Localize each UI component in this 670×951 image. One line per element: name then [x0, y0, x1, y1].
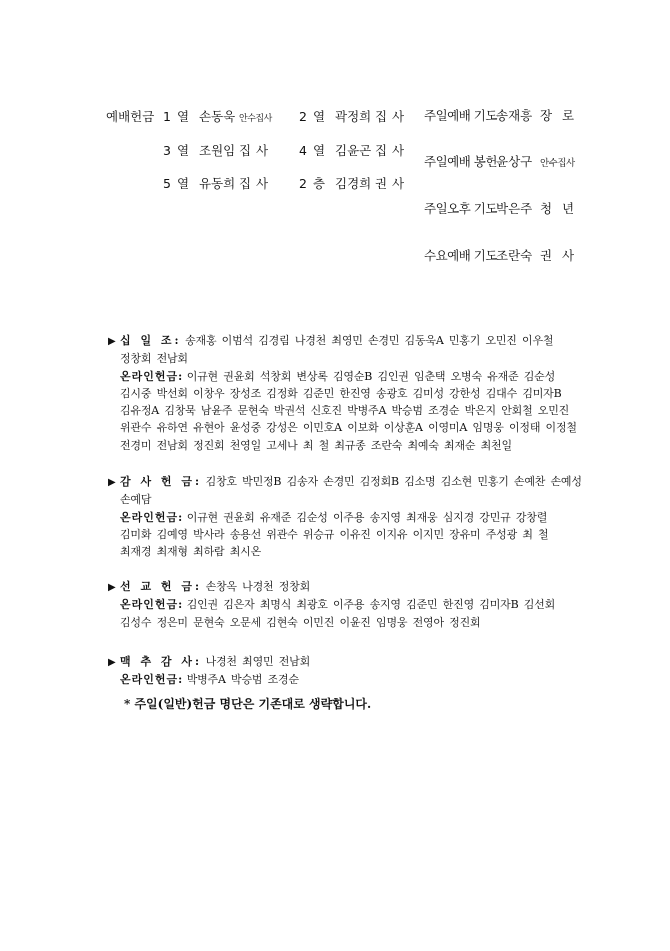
usher-name: 곽정희 [335, 109, 372, 124]
usher-num: 2 [299, 109, 307, 124]
usher-unit: 층 [313, 176, 326, 191]
offering-ushers-label: 예배헌금 [106, 109, 155, 124]
duty-person: 송재흥 [496, 108, 533, 123]
usher-row-2 [163, 141, 425, 159]
online-donor-names: 이규현 권윤회 유재준 김순성 이주용 송지영 최재웅 심지경 강민규 강창렬 [186, 510, 548, 524]
duty-row [424, 246, 574, 264]
online-donor-names: 위관수 유하연 유현아 윤성중 강성은 이민호A 이보화 이상훈A 이영미A 임명웅 이정태 이정철 [120, 421, 577, 435]
duty-person: 조란숙 [496, 248, 533, 263]
usher-unit: 열 [313, 109, 326, 124]
donor-names: 정창회 전남회 [120, 352, 188, 366]
duty-role: 주일예배 기도 [424, 108, 497, 123]
online-donor-names: 최재경 최재형 최하람 최시온 [120, 545, 262, 559]
usher-name: 김윤곤 [335, 143, 372, 158]
duty-person: 윤상구 [496, 154, 533, 169]
section-thanksgiving [108, 473, 582, 560]
usher-num: 5 [163, 176, 171, 191]
donor-names: 손창옥 나경천 정창회 [205, 580, 310, 593]
usher-name: 손동욱 [199, 109, 236, 124]
donor-names: 손예담 [120, 493, 152, 507]
usher-row-3 [163, 174, 425, 192]
online-donor-names: 김성수 정은미 문현숙 오문세 김현숙 이민진 이윤진 임명웅 전영아 정진회 [120, 615, 481, 629]
online-donor-names: 김시중 박선회 이창우 장성조 김정화 김준민 한진영 송광호 김미성 강한성 김대수 김미자B [120, 386, 562, 400]
online-offering-label: 온라인헌금: [120, 510, 184, 524]
usher-title: 집 사 [239, 143, 269, 158]
duty-person: 박은주 [496, 201, 533, 216]
usher-title: 안수집사 [239, 114, 272, 124]
section-harvest-thanksgiving [108, 653, 568, 689]
donor-names: 나경천 최영민 전남회 [205, 655, 310, 668]
usher-row-1 [163, 107, 425, 125]
usher-num: 3 [163, 143, 171, 158]
online-offering-label: 온라인헌금: [120, 598, 184, 612]
usher-title: 집 사 [239, 176, 269, 191]
online-donor-names: 전경미 전남회 정진회 천영일 고세나 최 철 최규종 조란숙 최예숙 최재순 최천일 [120, 438, 512, 452]
duty-role: 수요예배 기도 [424, 248, 497, 263]
online-donor-names: 김미화 김예영 박사라 송용선 위관수 위승규 이유진 이지유 이지민 장유미 주성광 최 철 [120, 527, 549, 541]
duty-row [424, 106, 574, 124]
online-donor-names: 김인권 김은자 최명식 최광호 이주용 송지영 김준민 한진영 김미자B 김선회 [186, 598, 556, 612]
donor-names: 김창호 박민정B 김송자 손경민 김정회B 김소명 김소현 민홍기 손예찬 손예성 [205, 475, 582, 488]
duty-title: 장 로 [540, 108, 575, 123]
donor-names: 송재홍 이범석 김경림 나경천 최영민 손경민 김동욱A 민홍기 오민진 이우철 [185, 334, 554, 347]
usher-name: 김경희 [335, 176, 372, 191]
section-category: 선 교 헌 금: [120, 580, 203, 593]
usher-unit: 열 [177, 143, 190, 158]
section-category: 감 사 헌 금: [120, 475, 203, 488]
section-category: 맥 추 감 사: [120, 655, 203, 668]
usher-unit: 열 [177, 109, 190, 124]
duty-row [424, 199, 574, 217]
usher-title: 집 사 [375, 143, 405, 158]
usher-num: 2 [299, 176, 307, 191]
online-donor-names: 김유정A 김창묵 남윤주 문현숙 박권석 신호진 박병주A 박승범 조경순 박은지 안회철 오민진 [120, 404, 570, 418]
online-offering-label: 온라인헌금: [120, 673, 184, 687]
usher-title: 권 사 [375, 176, 405, 191]
usher-title: 집 사 [375, 109, 405, 124]
duty-title: 청 년 [540, 201, 575, 216]
usher-name: 유동희 [199, 176, 236, 191]
usher-unit: 열 [313, 143, 326, 158]
duty-role: 주일오후 기도 [424, 201, 497, 216]
triangle-bullet-icon: ▶ [108, 477, 116, 488]
online-donor-names: 박병주A 박승범 조경순 [186, 673, 299, 687]
duty-row [424, 152, 575, 170]
triangle-bullet-icon: ▶ [108, 336, 116, 347]
usher-num: 4 [299, 143, 307, 158]
online-donor-names: 이규현 권윤회 석창회 변상록 김영순B 김인권 임춘택 오병숙 유재준 김순성 [186, 369, 556, 383]
triangle-bullet-icon: ▶ [108, 582, 116, 593]
section-tithe [108, 332, 577, 454]
usher-unit: 열 [177, 176, 190, 191]
duty-title: 안수집사 [540, 158, 575, 169]
section-category: 십 일 조: [120, 334, 182, 347]
section-missions [108, 578, 568, 631]
duty-title: 권 사 [540, 248, 575, 263]
usher-num: 1 [163, 109, 171, 124]
triangle-bullet-icon: ▶ [108, 657, 116, 668]
footnote: * 주일(일반)헌금 명단은 기존대로 생략합니다. [124, 697, 372, 711]
usher-name: 조원임 [199, 143, 236, 158]
online-offering-label: 온라인헌금: [120, 369, 184, 383]
duty-role: 주일예배 봉헌 [424, 154, 497, 169]
